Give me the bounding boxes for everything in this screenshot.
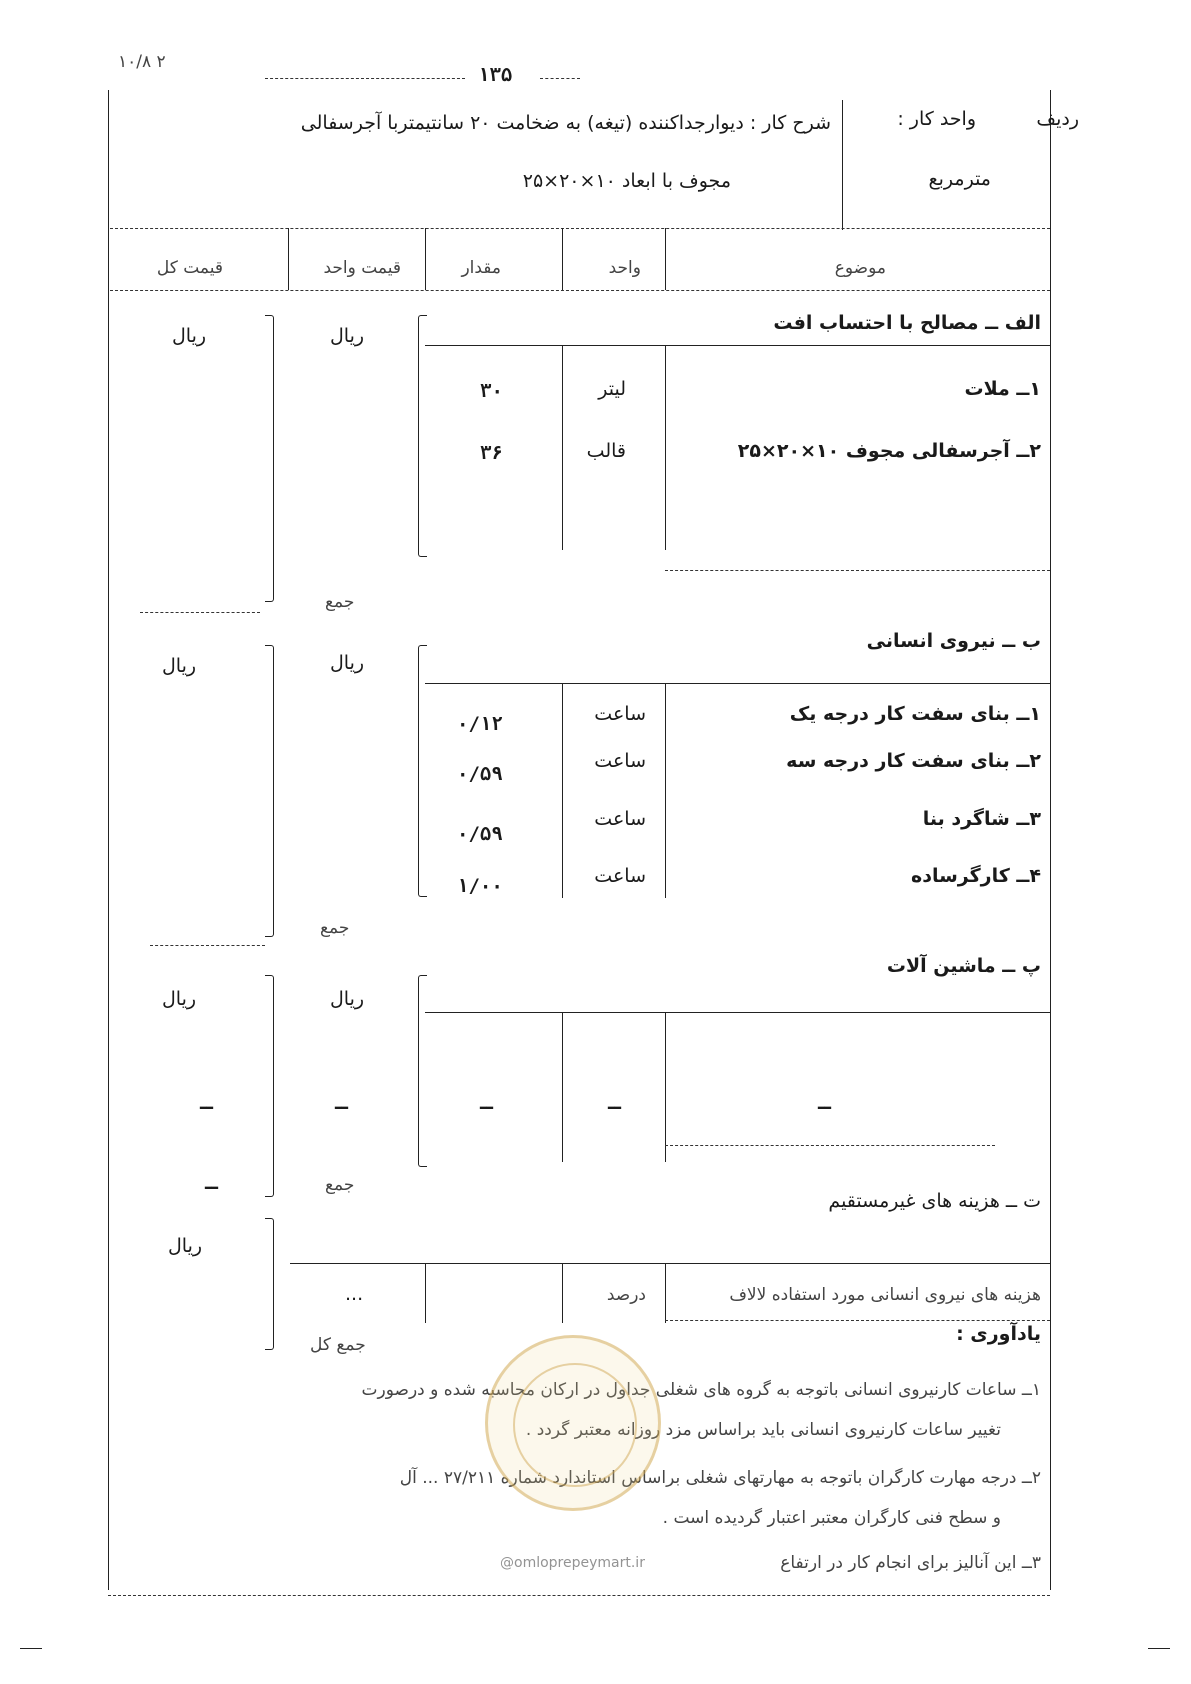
column-unit-price: قیمت واحد: [323, 258, 401, 278]
work-description-line1: شرح کار : دیوارجداکننده (تیغه) به ضخامت ۲۰ سانتیمتربا آجرسفالی: [300, 112, 831, 134]
section-a-total-currency: ریال: [172, 325, 207, 347]
section-p-title: پ ــ ماشین آلات: [886, 955, 1041, 977]
section-p-unit-currency: ریال: [330, 988, 365, 1010]
column-unit: واحد: [608, 258, 641, 278]
section-p-sum-label: جمع: [325, 1175, 355, 1195]
section-p-dash-unitprice: ــ: [335, 1092, 348, 1114]
section-p-div-unit: [562, 1012, 563, 1162]
column-subject: موضوع: [834, 258, 886, 278]
section-b-item-2-unit: ساعت: [594, 750, 646, 772]
section-b-item-2-label: ۲ــ بنای سفت کار درجه سه: [786, 750, 1041, 772]
note-3-line-1: ۳ــ این آنالیز برای انجام کار در ارتفاع: [780, 1553, 1041, 1573]
section-p-qty-bracket: [418, 975, 427, 1167]
section-a-div-unit: [562, 345, 563, 550]
section-b-sum-line: [150, 945, 265, 946]
section-b-item-3-unit: ساعت: [594, 808, 646, 830]
section-b-item-2-qty: ۰/۵۹: [457, 763, 503, 785]
work-description-line2: مجوف با ابعاد ۱۰×۲۰×۲۵: [522, 170, 731, 192]
section-t-item-price: ...: [345, 1283, 364, 1305]
section-p-dash-total: ــ: [200, 1092, 213, 1114]
section-p-dash-unit: ــ: [608, 1092, 621, 1114]
watermark-seal-icon: [485, 1335, 661, 1511]
code-label: ردیف: [1036, 108, 1079, 130]
unit-value: مترمربع: [928, 168, 991, 190]
section-b-item-4-qty: ۱/۰۰: [457, 875, 503, 897]
section-t-item-label: هزینه های نیروی انسانی مورد استفاده لالاف: [729, 1285, 1041, 1305]
section-b-item-1-qty: ۰/۱۲: [457, 713, 503, 735]
section-t-item-unit: درصد: [606, 1285, 646, 1305]
section-t-total-currency: ریال: [168, 1235, 203, 1257]
section-a-sum-label: جمع: [325, 592, 355, 612]
section-b-sum-label: جمع: [320, 918, 350, 938]
section-b-item-4-unit: ساعت: [594, 865, 646, 887]
section-a-item-2-label: ۲ــ آجرسفالی مجوف ۱۰×۲۰×۲۵: [737, 440, 1041, 462]
section-a-item-1-label: ۱ــ ملات: [964, 378, 1041, 400]
section-b-item-4-label: ۴ــ کارگرساده: [911, 865, 1041, 887]
section-p-div-subject: [665, 1012, 666, 1162]
col-div-quantity: [425, 228, 426, 290]
col-div-subject: [665, 228, 666, 290]
section-a-title: الف ــ مصالح با احتساب افت: [773, 312, 1041, 334]
frame-left: [108, 90, 109, 1590]
section-a-item-1-qty: ۳۰: [480, 380, 503, 402]
section-t-div-unit: [562, 1263, 563, 1323]
section-b-title: ب ــ نیروی انسانی: [866, 630, 1041, 652]
section-b-item-3-label: ۳ــ شاگرد بنا: [922, 808, 1041, 830]
section-b-item-1-label: ۱ــ بنای سفت کار درجه یک: [789, 703, 1041, 725]
top-dash-left: [265, 78, 465, 79]
section-a-items-top: [425, 345, 1050, 346]
section-a-sum-line: [140, 612, 260, 613]
column-header-top: [110, 228, 1050, 229]
section-b-div-unit: [562, 683, 563, 898]
section-p-dash-qty: ــ: [480, 1092, 493, 1114]
section-b-items-top: [425, 683, 1050, 684]
section-a-qty-bracket: [418, 315, 427, 557]
section-a-total-bracket: [265, 315, 274, 602]
section-b-item-3-qty: ۰/۵۹: [457, 823, 503, 845]
top-dash-right: [540, 78, 580, 79]
section-t-title: ت ــ هزینه های غیرمستقیم: [828, 1190, 1041, 1212]
scan-mark-bottom-right: [1148, 1648, 1170, 1649]
page-number: ۱۳۵: [478, 64, 513, 86]
column-total-price: قیمت کل: [156, 258, 223, 278]
note-1-line-1: ۱ــ ساعات کارنیروی انسانی باتوجه به گروه های شغلی جداول در ارکان محاسبه شده و درصورت: [361, 1380, 1041, 1400]
note-1-line-2: تغییر ساعات کارنیروی انسانی باید براساس مزد روزانه معتبر گردد .: [525, 1420, 1001, 1440]
section-a-item-2-unit: قالب: [586, 440, 626, 462]
section-t-div-qty: [425, 1263, 426, 1323]
section-p-items-bottom: [665, 1145, 995, 1146]
unit-label: واحد کار :: [897, 108, 976, 130]
header-divider: [842, 100, 843, 230]
section-b-total-bracket: [265, 645, 274, 937]
section-p-total-currency: ریال: [162, 988, 197, 1010]
section-b-item-1-unit: ساعت: [594, 703, 646, 725]
section-a-unit-currency: ریال: [330, 325, 365, 347]
frame-bottom: [108, 1595, 1050, 1596]
section-b-total-currency: ریال: [162, 655, 197, 677]
section-p-total-bracket: [265, 975, 274, 1197]
section-t-total-bracket: [265, 1218, 274, 1350]
frame-right: [1050, 90, 1051, 1590]
section-a-item-1-unit: لیتر: [598, 378, 626, 400]
col-div-unit: [562, 228, 563, 290]
corner-mark: ۱۰/۸ ۲: [118, 52, 166, 72]
column-header-bottom: [110, 290, 1050, 291]
section-t-items-top: [290, 1263, 1050, 1264]
col-div-unitprice: [288, 228, 289, 290]
grand-total-label: جمع کل: [310, 1335, 366, 1355]
section-a-item-2-qty: ۳۶: [480, 442, 503, 464]
watermark-text: @omloprepeymart.ir: [500, 1555, 645, 1571]
column-quantity: مقدار: [461, 258, 501, 278]
section-p-items-top: [425, 1012, 1050, 1013]
section-p-dash-subject: ــ: [818, 1092, 831, 1114]
section-a-items-bottom: [665, 570, 1050, 571]
note-2-line-1: ۲ــ درجه مهارت کارگران باتوجه به مهارتهای شغلی براساس استاندارد شماره ۲۷/۲۱۱ ... آل: [399, 1468, 1041, 1488]
section-b-div-subject: [665, 683, 666, 898]
section-a-div-subject: [665, 345, 666, 550]
section-p-sum-value: ــ: [205, 1172, 218, 1194]
scan-mark-bottom-left: [20, 1648, 42, 1649]
notes-title: یادآوری :: [956, 1323, 1041, 1345]
section-t-items-bottom: [665, 1320, 1050, 1321]
note-2-line-2: و سطح فنی کارگران معتبر اعتبار گردیده است .: [662, 1508, 1001, 1528]
section-b-unit-currency: ریال: [330, 652, 365, 674]
section-t-div-subject: [665, 1263, 666, 1323]
